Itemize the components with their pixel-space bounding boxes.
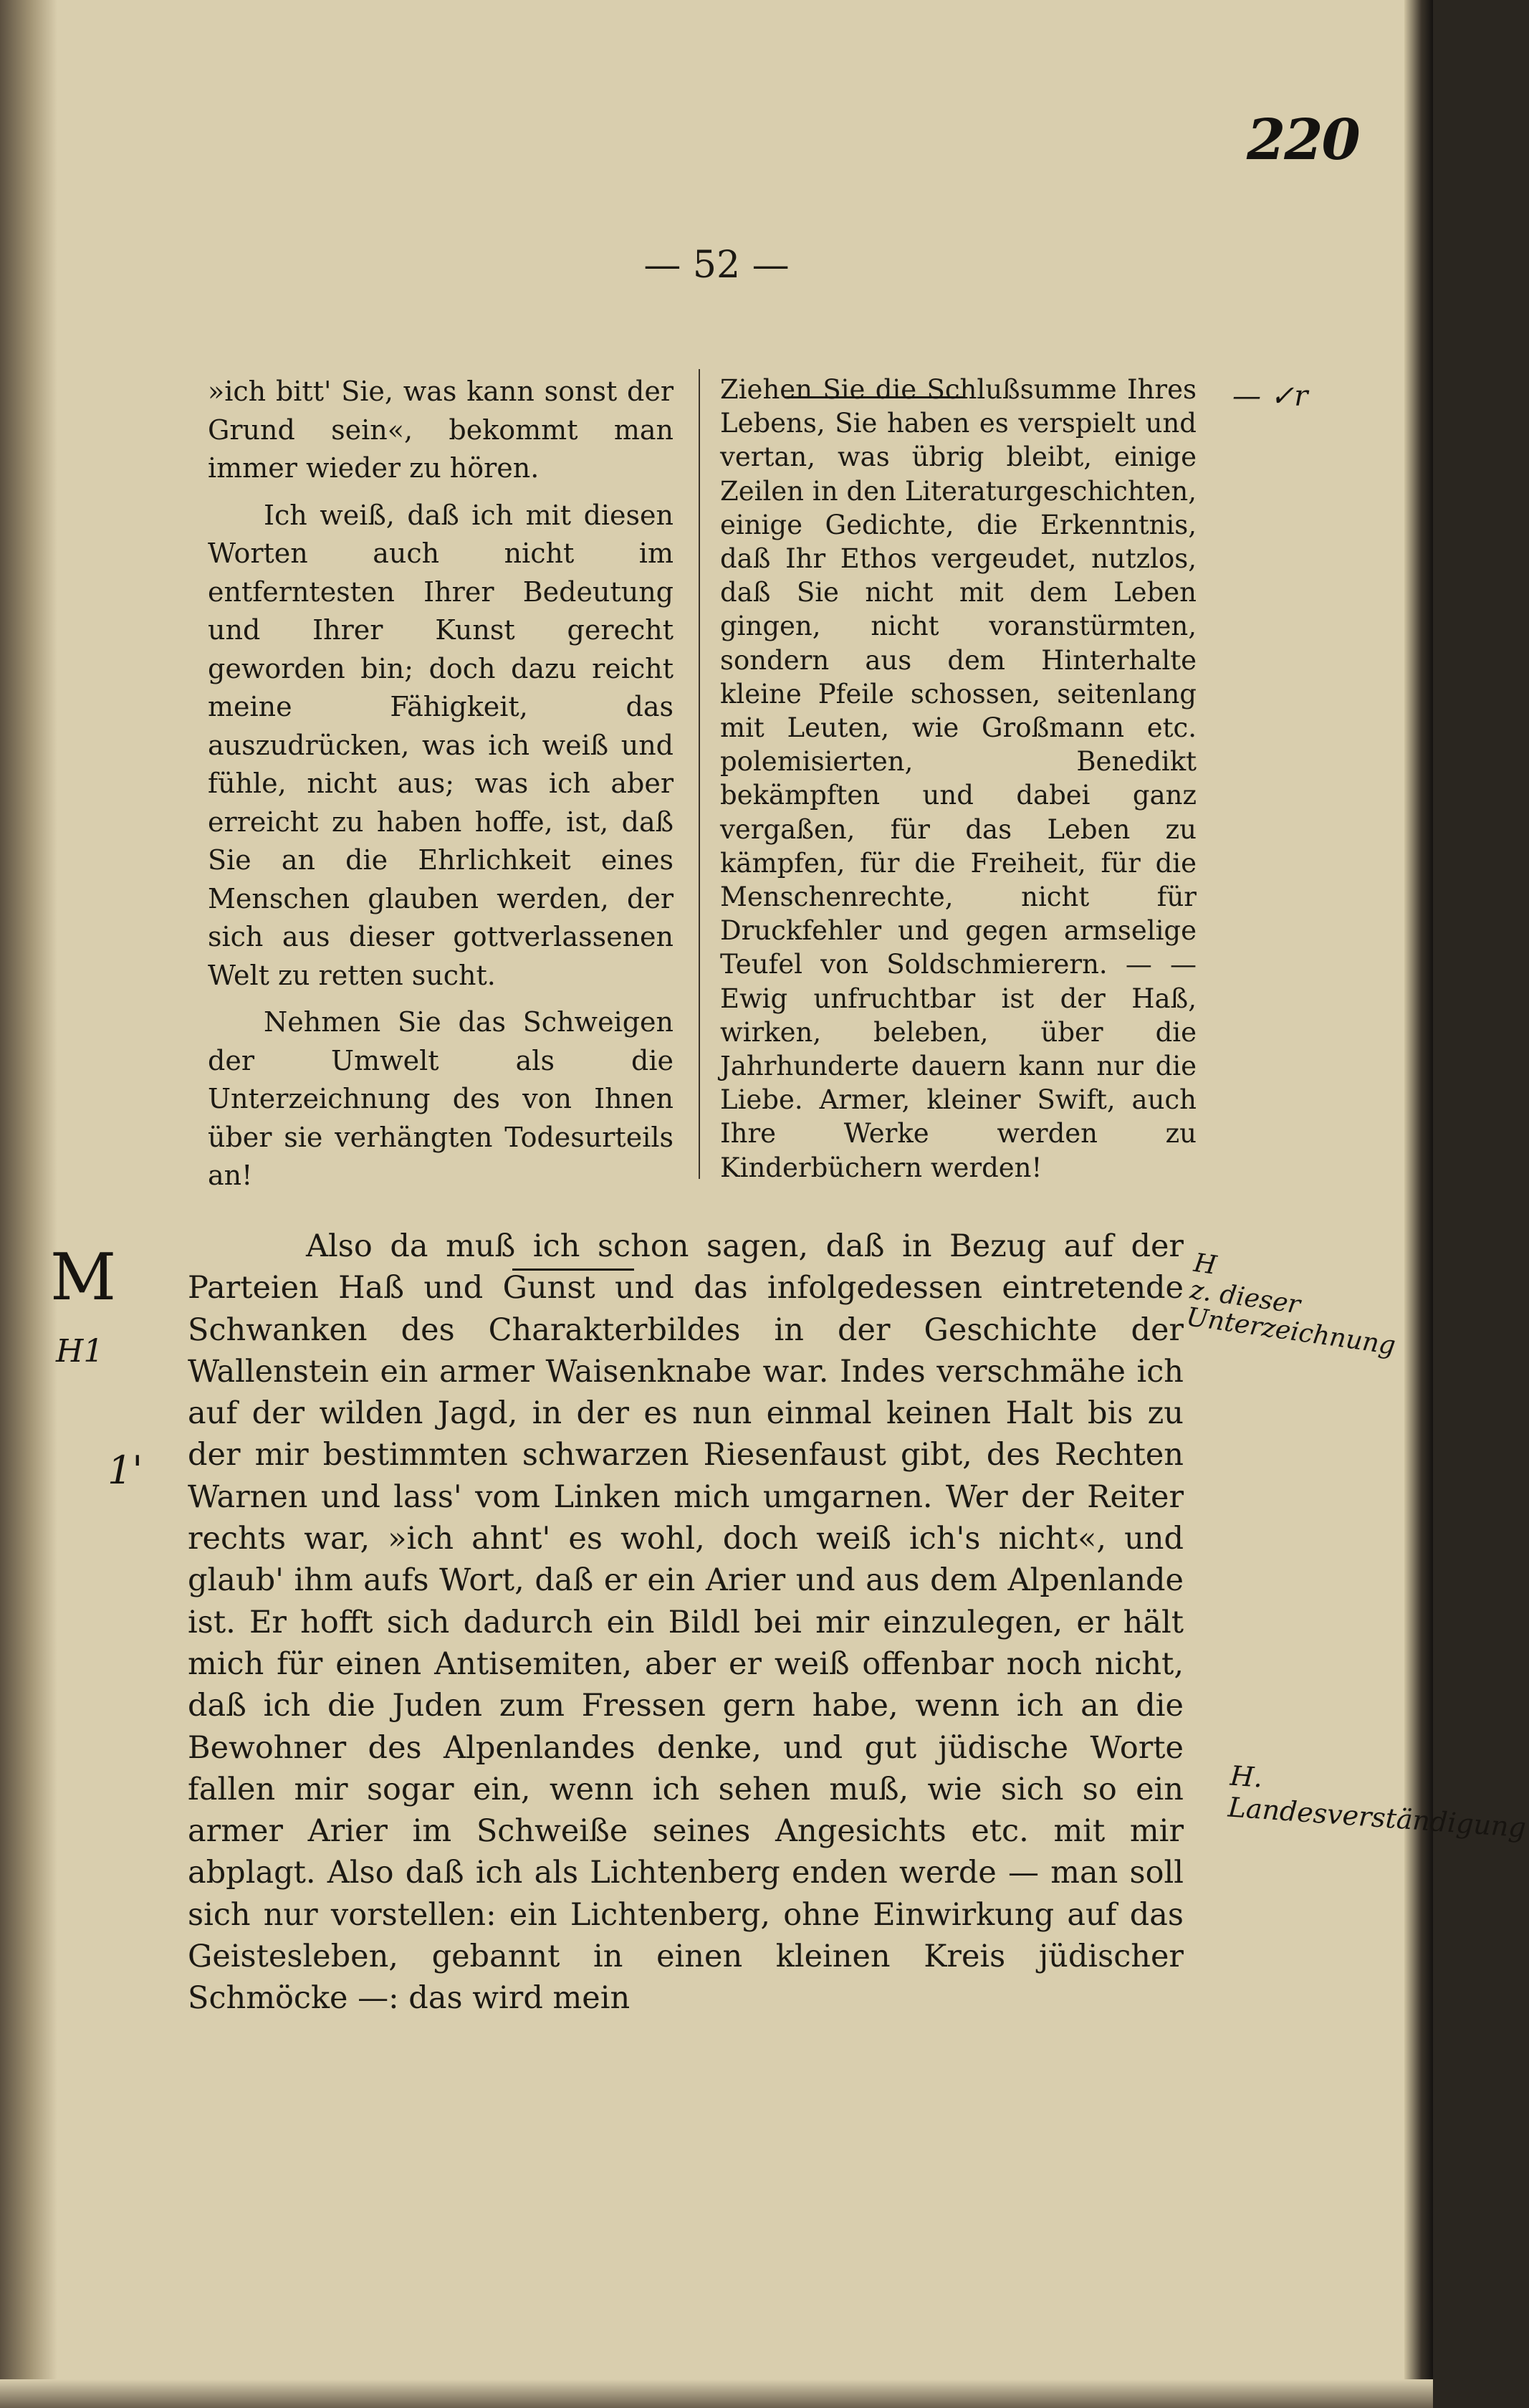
handwritten-annotation-left-m: M bbox=[50, 1240, 117, 1315]
left-paragraph-1: »ich bitt' Sie, was kann sonst der Grund sein«, bekommt man immer wieder zu hören. bbox=[208, 376, 674, 484]
handwritten-annotation-left-1: 1' bbox=[107, 1448, 143, 1493]
page-edge-bottom bbox=[0, 2379, 1433, 2408]
left-column bbox=[208, 373, 674, 1204]
binding-shadow bbox=[0, 0, 57, 2408]
handwritten-annotation-right-mid: H z. dieser Unterzeichnung bbox=[1184, 1248, 1398, 1361]
pencil-underline-mark bbox=[512, 1268, 634, 1271]
main-body-text bbox=[188, 1226, 1184, 2020]
left-paragraph-3: Nehmen Sie das Schweigen der Umwelt als die Unterzeichnung des von Ihnen über sie verhängten Todesurteils an! bbox=[208, 1006, 674, 1191]
handwritten-annotation-right-top: — ✓r bbox=[1232, 380, 1308, 413]
handwritten-annotation-right-bottom: H. Landesverständigung bbox=[1227, 1759, 1528, 1844]
column-divider bbox=[699, 369, 700, 1179]
page-number: — 52 — bbox=[643, 244, 790, 287]
right-paragraph: Ziehen Sie die Schlußsumme Ihres Lebens, Sie haben es verspielt und vertan, was übrig bleibt, einige Zeilen in den Literaturgeschichten, einige Gedichte, die Erkenntnis, daß Ihr Ethos vergeudet, nutzlos, daß Sie nicht mit dem Leben gingen, nicht voranstürmten, sondern aus dem Hinterhalte kleine Pfeile schossen, seitenlang mit Leuten, wie Großmann etc. polemisierten, Benedikt bekämpften und dabei ganz vergaßen, für das Leben zu kämpfen, für die Freiheit, für die Menschenrechte, nicht für Druckfehler und gegen armselige Teufel von Soldschmierern. — — Ewig unfruchtbar ist der Haß, wirken, beleben, über die Jahrhunderte dauern kann nur die Liebe. Armer, kleiner Swift, auch Ihre Werke werden zu Kinderbüchern werden! bbox=[720, 374, 1197, 1183]
page-edge-right bbox=[1404, 0, 1433, 2408]
handwritten-annotation-left-h1: H1 bbox=[56, 1333, 104, 1370]
pencil-underline-mark bbox=[785, 396, 964, 398]
left-paragraph-2: Ich weiß, daß ich mit diesen Worten auch nicht im entferntesten Ihrer Bedeutung und Ihrer Kunst gerecht geworden bin; doch dazu reicht meine Fähigkeit, das auszudrücken, was ich weiß und fühle, nicht aus; was ich aber erreicht zu haben hoffe, ist, daß Sie an die Ehrlichkeit eines Menschen glauben werden, der sich aus dieser gottverlassenen Welt zu retten sucht. bbox=[208, 499, 674, 991]
right-column bbox=[720, 373, 1197, 1193]
archive-folio-number: 220 bbox=[1247, 108, 1359, 173]
main-paragraph: Also da muß ich schon sagen, daß in Bezug auf der Parteien Haß und Gunst und das infolgedessen eintretende Schwanken des Charakterbildes in der Geschichte der Wallenstein ein armer Waisenknabe war. Indes verschmähe ich auf der wilden Jagd, in der es nun einmal keinen Halt bis zu der mir bestimmten schwarzen Riesenfaust gibt, des Rechten Warnen und lass' vom Linken mich umgarnen. Wer der Reiter rechts war, »ich ahnt' es wohl, doch weiß ich's nicht«, und glaub' ihm aufs Wort, daß er ein Arier und aus dem Alpenlande ist. Er hofft sich dadurch ein Bildl bei mir einzulegen, er hält mich für einen Antisemiten, aber er weiß offenbar noch nicht, daß ich die Juden zum Fressen gern habe, wenn ich an die Bewohner des Alpenlandes denke, und gut jüdische Worte fallen mir sogar ein, wenn ich sehen muß, wie sich so ein armer Arier im Schweiße seines Angesichts etc. mit mir abplagt. Also daß ich als Lichtenberg enden werde — man soll sich nur vorstellen: ein Lichtenberg, ohne Einwirkung auf das Geistesleben, gebannt in einen kleinen Kreis jüdischer Schmöcke —: das wird mein bbox=[188, 1228, 1184, 2017]
